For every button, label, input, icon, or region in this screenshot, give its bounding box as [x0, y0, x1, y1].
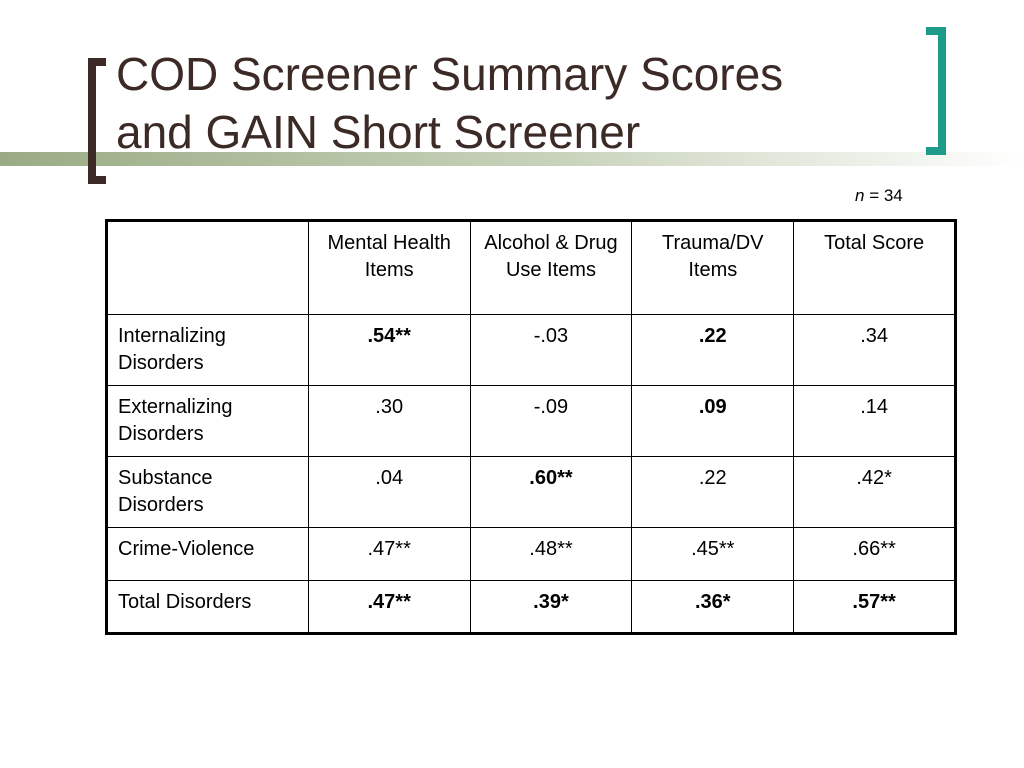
value-cell: .45** — [632, 528, 794, 581]
value-cell: .09 — [632, 386, 794, 457]
row-label-cell: Total Disorders — [107, 581, 309, 634]
value-cell: .47** — [308, 528, 470, 581]
correlation-table — [105, 219, 957, 635]
value-cell: .57** — [794, 581, 956, 634]
value-cell: .14 — [794, 386, 956, 457]
table-row — [107, 386, 956, 457]
table-row — [107, 315, 956, 386]
column-header-mental-health: Mental Health Items — [308, 221, 470, 315]
value-cell: .48** — [470, 528, 632, 581]
value-cell: .47** — [308, 581, 470, 634]
table-row — [107, 528, 956, 581]
row-label-cell: Internalizing Disorders — [107, 315, 309, 386]
left-bracket-decoration — [88, 58, 106, 184]
row-label-cell: Crime-Violence — [107, 528, 309, 581]
sample-size-note — [855, 186, 903, 206]
value-cell: .39* — [470, 581, 632, 634]
value-cell: .22 — [632, 315, 794, 386]
value-cell: .30 — [308, 386, 470, 457]
value-cell: .36* — [632, 581, 794, 634]
table-header-row — [107, 221, 956, 315]
value-cell: -.03 — [470, 315, 632, 386]
corner-header-cell — [107, 221, 309, 315]
value-cell: .42* — [794, 457, 956, 528]
value-cell: .66** — [794, 528, 956, 581]
value-cell: .04 — [308, 457, 470, 528]
slide-title — [116, 45, 783, 161]
title-line-1: COD Screener Summary Scores — [116, 48, 784, 100]
value-cell: .22 — [632, 457, 794, 528]
value-cell: .60** — [470, 457, 632, 528]
title-line-2: and GAIN Short Screener — [116, 106, 641, 158]
row-label-cell: Substance Disorders — [107, 457, 309, 528]
value-cell: -.09 — [470, 386, 632, 457]
row-label-cell: Externalizing Disorders — [107, 386, 309, 457]
column-header-total-score: Total Score — [794, 221, 956, 315]
right-bracket-decoration — [926, 27, 946, 155]
value-cell: .54** — [308, 315, 470, 386]
table-row — [107, 457, 956, 528]
value-cell: .34 — [794, 315, 956, 386]
n-value: = 34 — [869, 186, 903, 205]
column-header-trauma-dv: Trauma/DV Items — [632, 221, 794, 315]
column-header-alcohol-drug: Alcohol & Drug Use Items — [470, 221, 632, 315]
table-row — [107, 581, 956, 634]
n-label: n — [855, 186, 865, 205]
